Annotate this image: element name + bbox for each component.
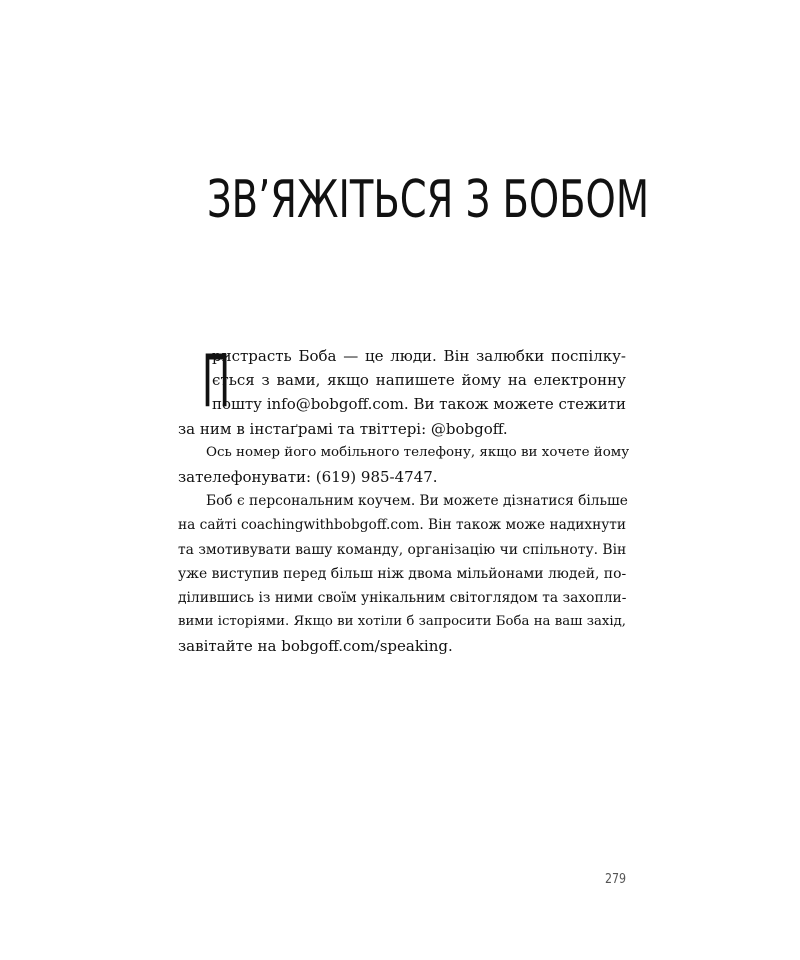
drop-cap-letter: П: [202, 339, 231, 423]
body-text: [178, 339, 630, 659]
paragraph-coaching-speaking: [178, 489, 626, 658]
paragraph-line: та змотивувати вашу команду, організацію чи спільноту. Він: [178, 541, 627, 558]
paragraph-line: вими історіями. Якщо ви хотіли б запросити Боба на ваш захід,: [178, 614, 626, 630]
paragraph-line: уже виступив перед більш ніж двома мільйонами людей, по-: [178, 565, 627, 582]
paragraph-contact-phone: [178, 441, 630, 489]
paragraph-line: за ним в інстаґрамі та твіттері: @bobgoff.: [178, 419, 508, 438]
paragraph-contact-email: [178, 339, 626, 441]
paragraph-line: завітайте на bobgoff.com/speaking.: [178, 637, 453, 656]
page-number: 279: [605, 872, 627, 887]
paragraph-line: ділившись із ними своїм унікальним світоглядом та захопли-: [178, 590, 627, 607]
paragraph-line: ристрасть Боба — це люди. Він залюбки поспілку-: [212, 347, 626, 365]
paragraph-line: зателефонувати: (619) 985-4747.: [178, 468, 438, 487]
paragraph-line: на сайті coachingwithbobgoff.com. Він також може надихнути: [178, 517, 626, 534]
paragraph-line: пошту info@bobgoff.com. Ви також можете стежити: [212, 395, 626, 414]
chapter-title: ЗВ’ЯЖІТЬСЯ З БОБОМ: [207, 170, 650, 230]
paragraph-line: Боб є персональним коучем. Ви можете дізнатися більше: [206, 493, 628, 510]
paragraph-line: Ось номер його мобільного телефону, якщо ви хочете йому: [206, 444, 630, 460]
paragraph-line: ється з вами, якщо напишете йому на електронну: [212, 371, 626, 390]
